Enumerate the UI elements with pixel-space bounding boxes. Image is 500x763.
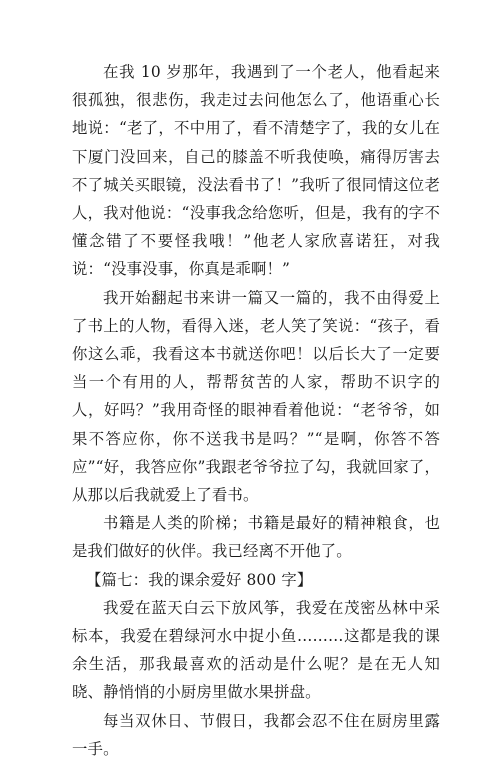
paragraph: 每当双休日、节假日，我都会忍不住在厨房里露一手。 (72, 711, 440, 758)
paragraph: 在我 10 岁那年，我遇到了一个老人，他看起来很孤独，很悲伤，我走过去问他怎么了，他语重心长地说：“老了，不中用了，看不清楚字了，我的女儿在下厦门没回来，自己的膝盖不听我使唤，痛得厉害去不了城关买眼镜，没法看书了！”我听了很同情这位老人，我对他说：“没事我念给您听，但是，我有的字不懂念错了不要怪我哦！”他老人家欣喜诺狂，对我说：“没事没事，你真是乖啊！” (72, 63, 440, 279)
paragraph: 书籍是人类的阶梯；书籍是最好的精神粮食，也是我们做好的伙伴。我已经离不开他了。 (72, 514, 440, 561)
section-heading: 【篇七：我的课余爱好 800 字】 (86, 570, 313, 589)
paragraph: 我爱在蓝天白云下放风筝，我爱在茂密丛林中采标本，我爱在碧绿河水中捉小鱼………这都是我的课余生活，那我最喜欢的活动是什么呢？是在无人知晓、静悄悄的小厨房里做水果拼盘。 (72, 598, 440, 702)
document-page (72, 58, 440, 763)
paragraph: 我开始翻起书来讲一篇又一篇的，我不由得爱上了书上的人物，看得入迷，老人笑了笑说：“孩子，看你这么乖，我看这本书就送你吧！以后长大了一定要当一个有用的人，帮帮贫苦的人家，帮助不识字的人，好吗？”我用奇怪的眼神看着他说：“老爷爷，如果不答应你，你不送我书是吗？”“是啊，你答不答应”“好，我答应你”我跟老爷爷拉了勾，我就回家了，从那以后我就爱上了看书。 (72, 288, 440, 505)
